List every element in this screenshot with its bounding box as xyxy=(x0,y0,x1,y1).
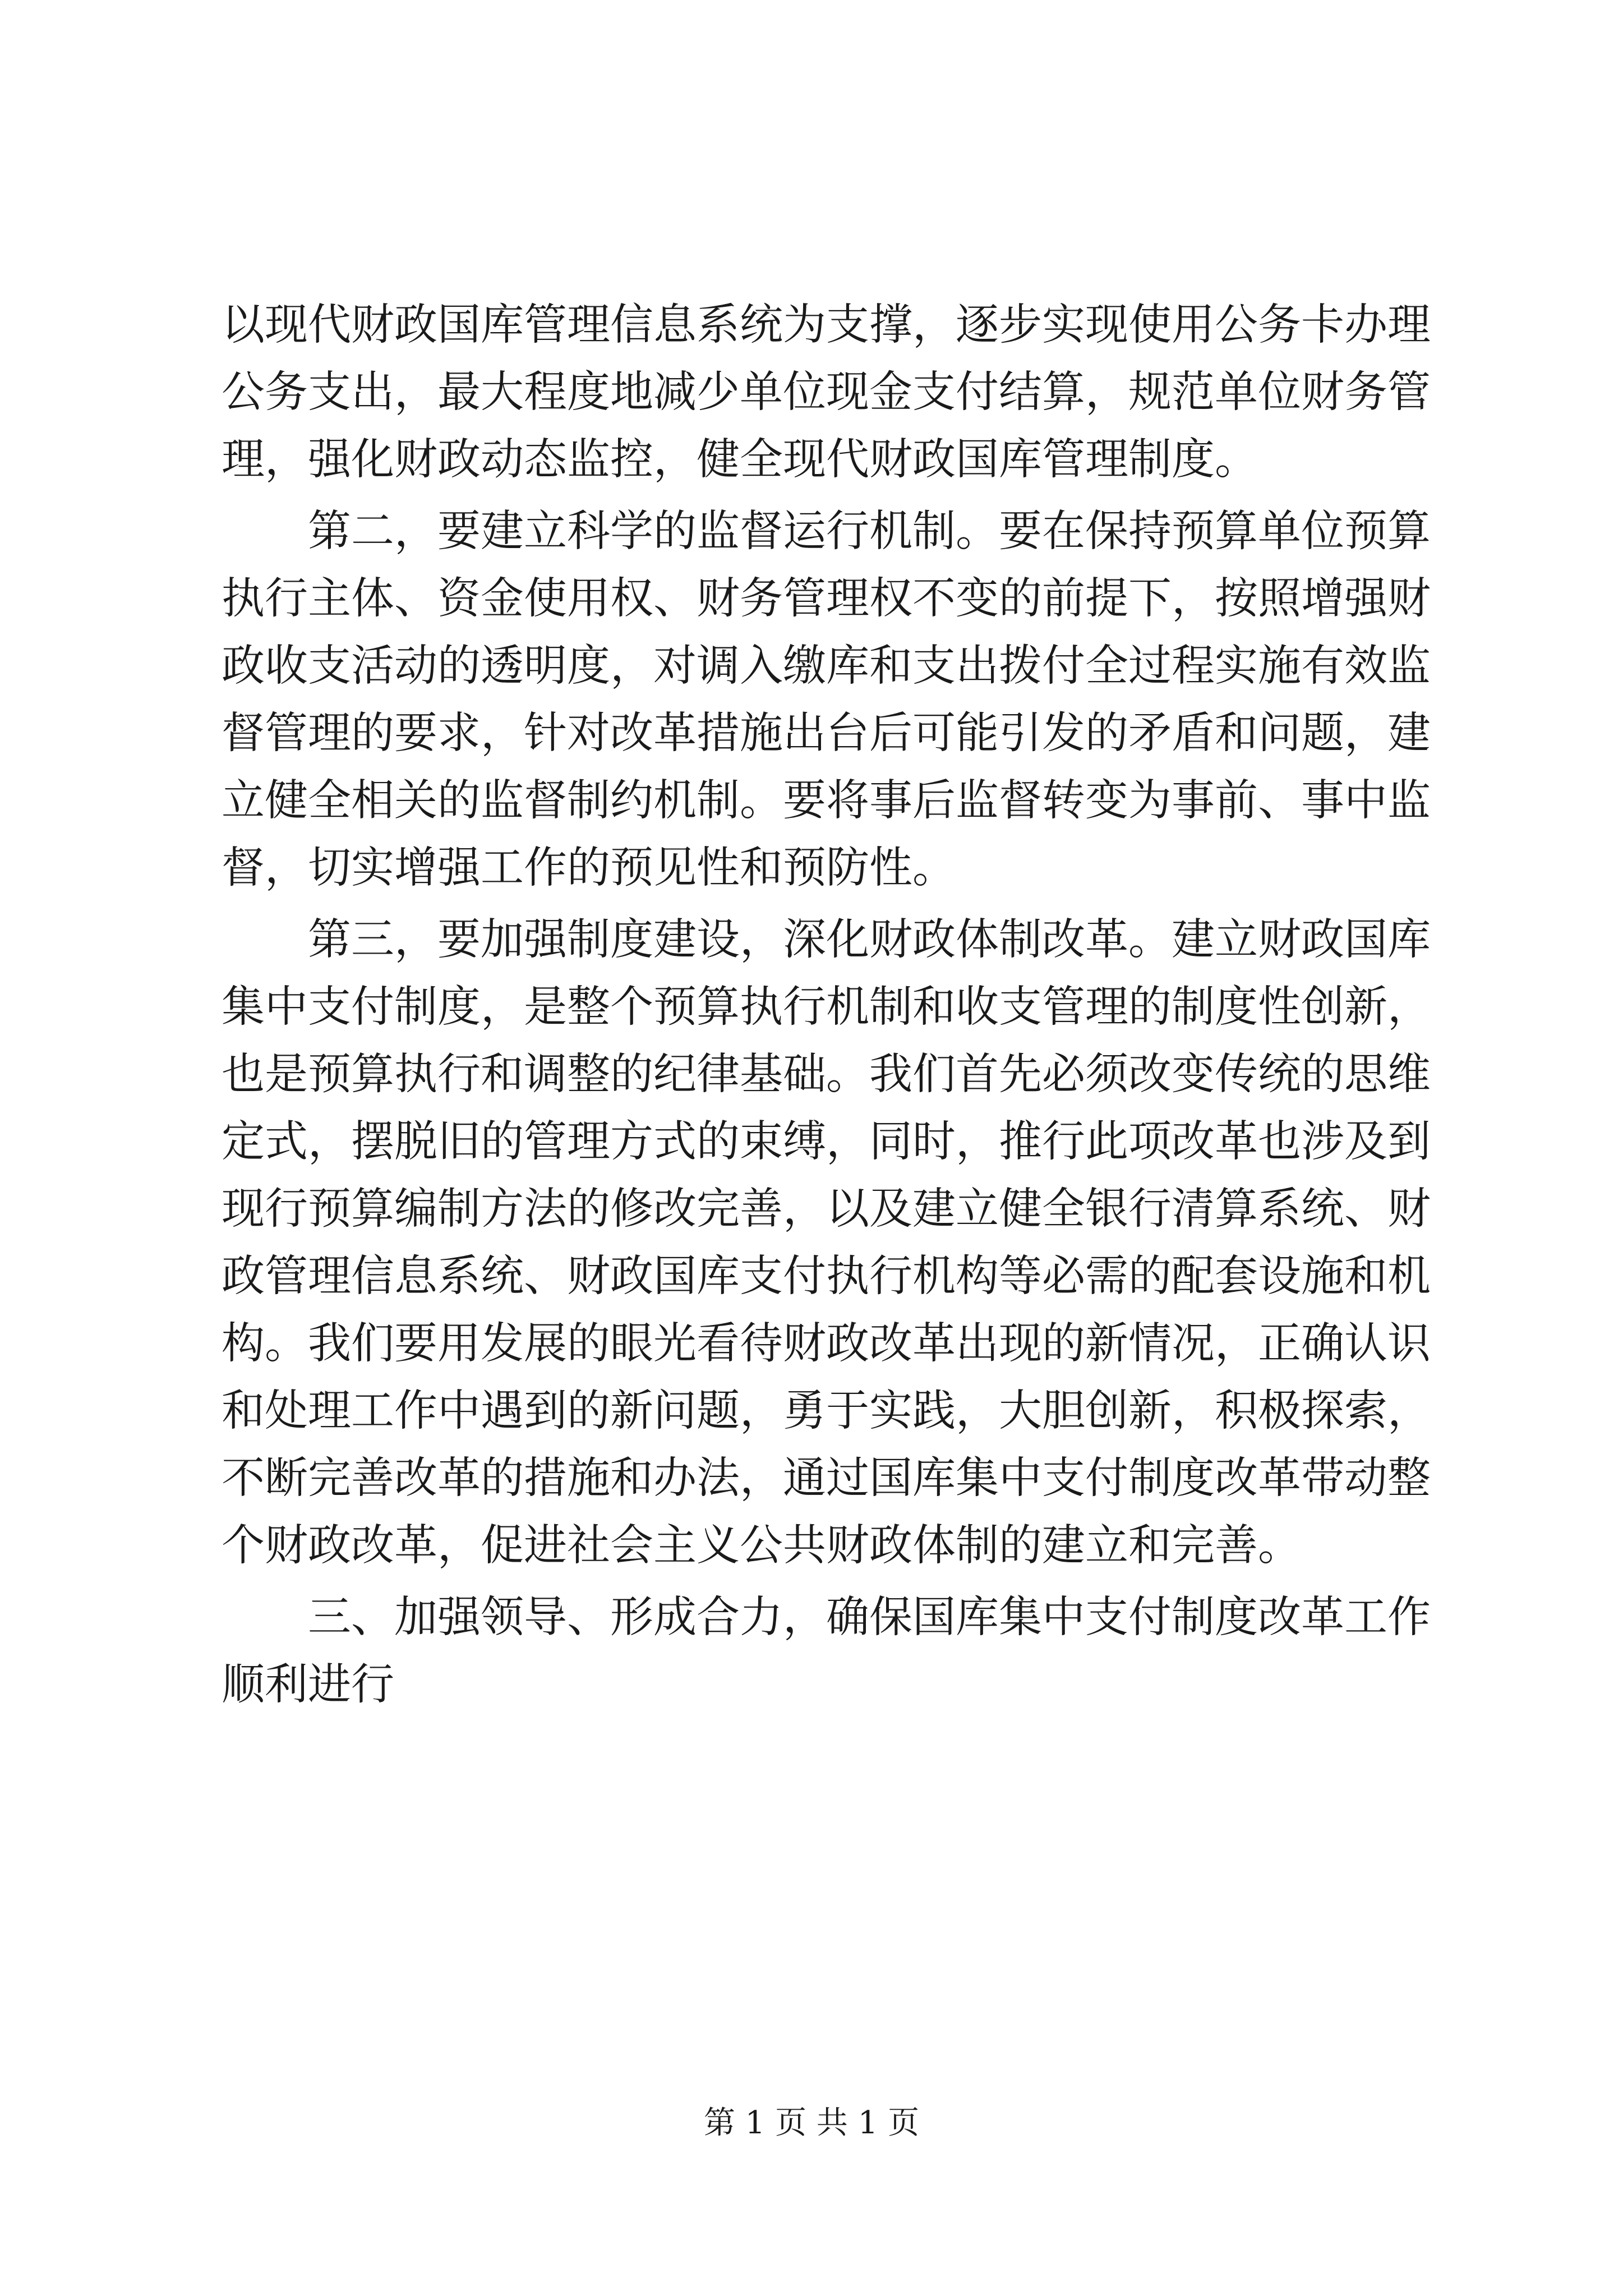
text-line: 督，切实增强工作的预见性和预防性。 xyxy=(222,843,956,893)
section-heading: 三、加强领导、形成合力，确保国库集中支付制度改革工作 xyxy=(308,1593,1431,1642)
page-footer: 第 1 页 共 1 页 xyxy=(703,2105,920,2141)
text-line: 立健全相关的监督制约机制。要将事后监督转变为事前、事中监 xyxy=(222,776,1431,826)
text-line: 政管理信息系统、财政国库支付执行机构等必需的配套设施和机 xyxy=(222,1251,1431,1301)
paragraph-first-line: 第三，要加强制度建设，深化财政体制改革。建立财政国库 xyxy=(308,915,1431,965)
text-line: 个财政改革，促进社会主义公共财政体制的建立和完善。 xyxy=(222,1521,1301,1571)
text-line: 理，强化财政动态监控，健全现代财政国库管理制度。 xyxy=(222,435,1258,485)
text-line: 政收支活动的透明度，对调入缴库和支出拨付全过程实施有效监 xyxy=(222,641,1431,691)
text-line: 和处理工作中遇到的新问题，勇于实践，大胆创新，积极探索， xyxy=(222,1386,1431,1436)
text-line: 定式，摆脱旧的管理方式的束缚，同时，推行此项改革也涉及到 xyxy=(222,1117,1431,1167)
text-line: 构。我们要用发展的眼光看待财政改革出现的新情况，正确认识 xyxy=(222,1319,1431,1369)
paragraph-first-line: 第二，要建立科学的监督运行机制。要在保持预算单位预算 xyxy=(308,507,1431,556)
text-line: 督管理的要求，针对改革措施出台后可能引发的矛盾和问题，建 xyxy=(222,708,1431,758)
text-line: 以现代财政国库管理信息系统为支撑，逐步实现使用公务卡办理 xyxy=(222,300,1431,350)
text-line: 执行主体、资金使用权、财务管理权不变的前提下，按照增强财 xyxy=(222,574,1431,624)
text-line: 现行预算编制方法的修改完善，以及建立健全银行清算系统、财 xyxy=(222,1184,1431,1234)
text-line: 公务支出，最大程度地减少单位现金支付结算，规范单位财务管 xyxy=(222,367,1431,417)
text-line: 集中支付制度，是整个预算执行机制和收支管理的制度性创新， xyxy=(222,982,1431,1032)
text-line: 不断完善改革的措施和办法，通过国库集中支付制度改革带动整 xyxy=(222,1453,1431,1503)
text-line: 也是预算执行和调整的纪律基础。我们首先必须改变传统的思维 xyxy=(222,1050,1431,1099)
section-heading-continuation: 顺利进行 xyxy=(222,1660,394,1710)
